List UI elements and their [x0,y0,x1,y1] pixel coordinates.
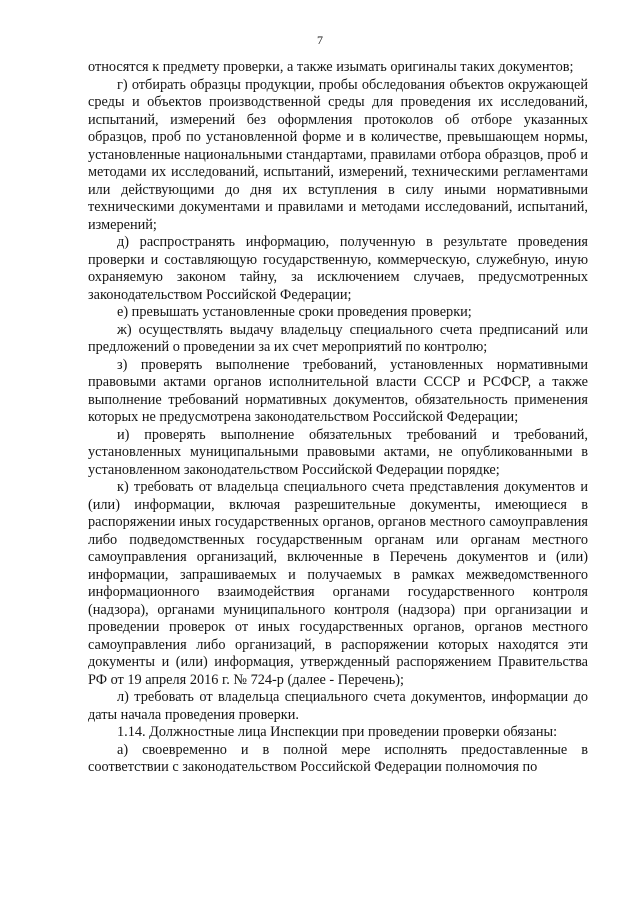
paragraph-continuation: относятся к предмету проверки, а также изымать оригиналы таких документов; [88,59,574,75]
document-body [88,59,588,777]
section-heading-1-14: 1.14. Должностные лица Инспекции при проведении проверки обязаны: [117,724,558,740]
paragraph-item-g: г) отбирать образцы продукции, пробы обследования объектов окружающей среды и объектов производственной среды для проведения их исследований, испытаний, измерений без оформления протоколов об отборе указанных образцов, проб по установленной форме и в количестве, превышающем нормы, установленные национальными стандартами, правилами отбора образцов, проб и методами их исследований, испытаний, измерений, техническими регламентами или действующими до дня их вступления в силу иными нормативными техническими документами и правилами и методами исследований, испытаний, измерений; [88,76,588,233]
paragraph-item-e: е) превышать установленные сроки проведения проверки; [117,304,472,320]
paragraph-item-k: к) требовать от владельца специального счета представления документов и (или) информации, включая разрешительные документы, имеющиеся в распоряжении иных государственных органов, органов местного самоуправления либо подведомственных государственным органам или органам местного самоуправления организаций, включенные в Перечень документов и (или) информации, запрашиваемых и получаемых в рамках межведомственного информационного взаимодействия органами государственного контроля (надзора), органами муниципального контроля (надзора) при организации и проведении проверок от иных государственных органов, органов местного самоуправления либо организаций, в распоряжении которых находятся эти документы и (или) информация, утвержденный распоряжением Правительства РФ от 19 апреля 2016 г. № 724-р (далее - Перечень); [88,479,588,688]
paragraph-item-i: и) проверять выполнение обязательных требований и требований, установленных муниципальными правовыми актами, не опубликованными в установленном законодательством Российской Федерации порядке; [88,426,588,478]
paragraph-item-a: а) своевременно и в полной мере исполнять предоставленные в соответствии с законодательством Российской Федерации полномочия по [88,741,588,775]
paragraph-item-zh: ж) осуществлять выдачу владельцу специального счета предписаний или предложений о проведении за их счет мероприятий по контролю; [88,321,588,355]
page-number: 7 [317,33,323,47]
paragraph-item-d: д) распространять информацию, полученную в результате проведения проверки и составляющую государственную, коммерческую, служебную, иную охраняемую законом тайну, за исключением случаев, предусмотренных законодательством Российской Федерации; [88,234,588,303]
paragraph-item-l: л) требовать от владельца специального счета документов, информации до даты начала проведения проверки. [88,689,588,723]
paragraph-item-z: з) проверять выполнение требований, установленных нормативными правовыми актами органов исполнительной власти СССР и РСФСР, а также выполнение требований нормативных документов, обязательность применения которых не предусмотрена законодательством Российской Федерации; [88,356,588,425]
